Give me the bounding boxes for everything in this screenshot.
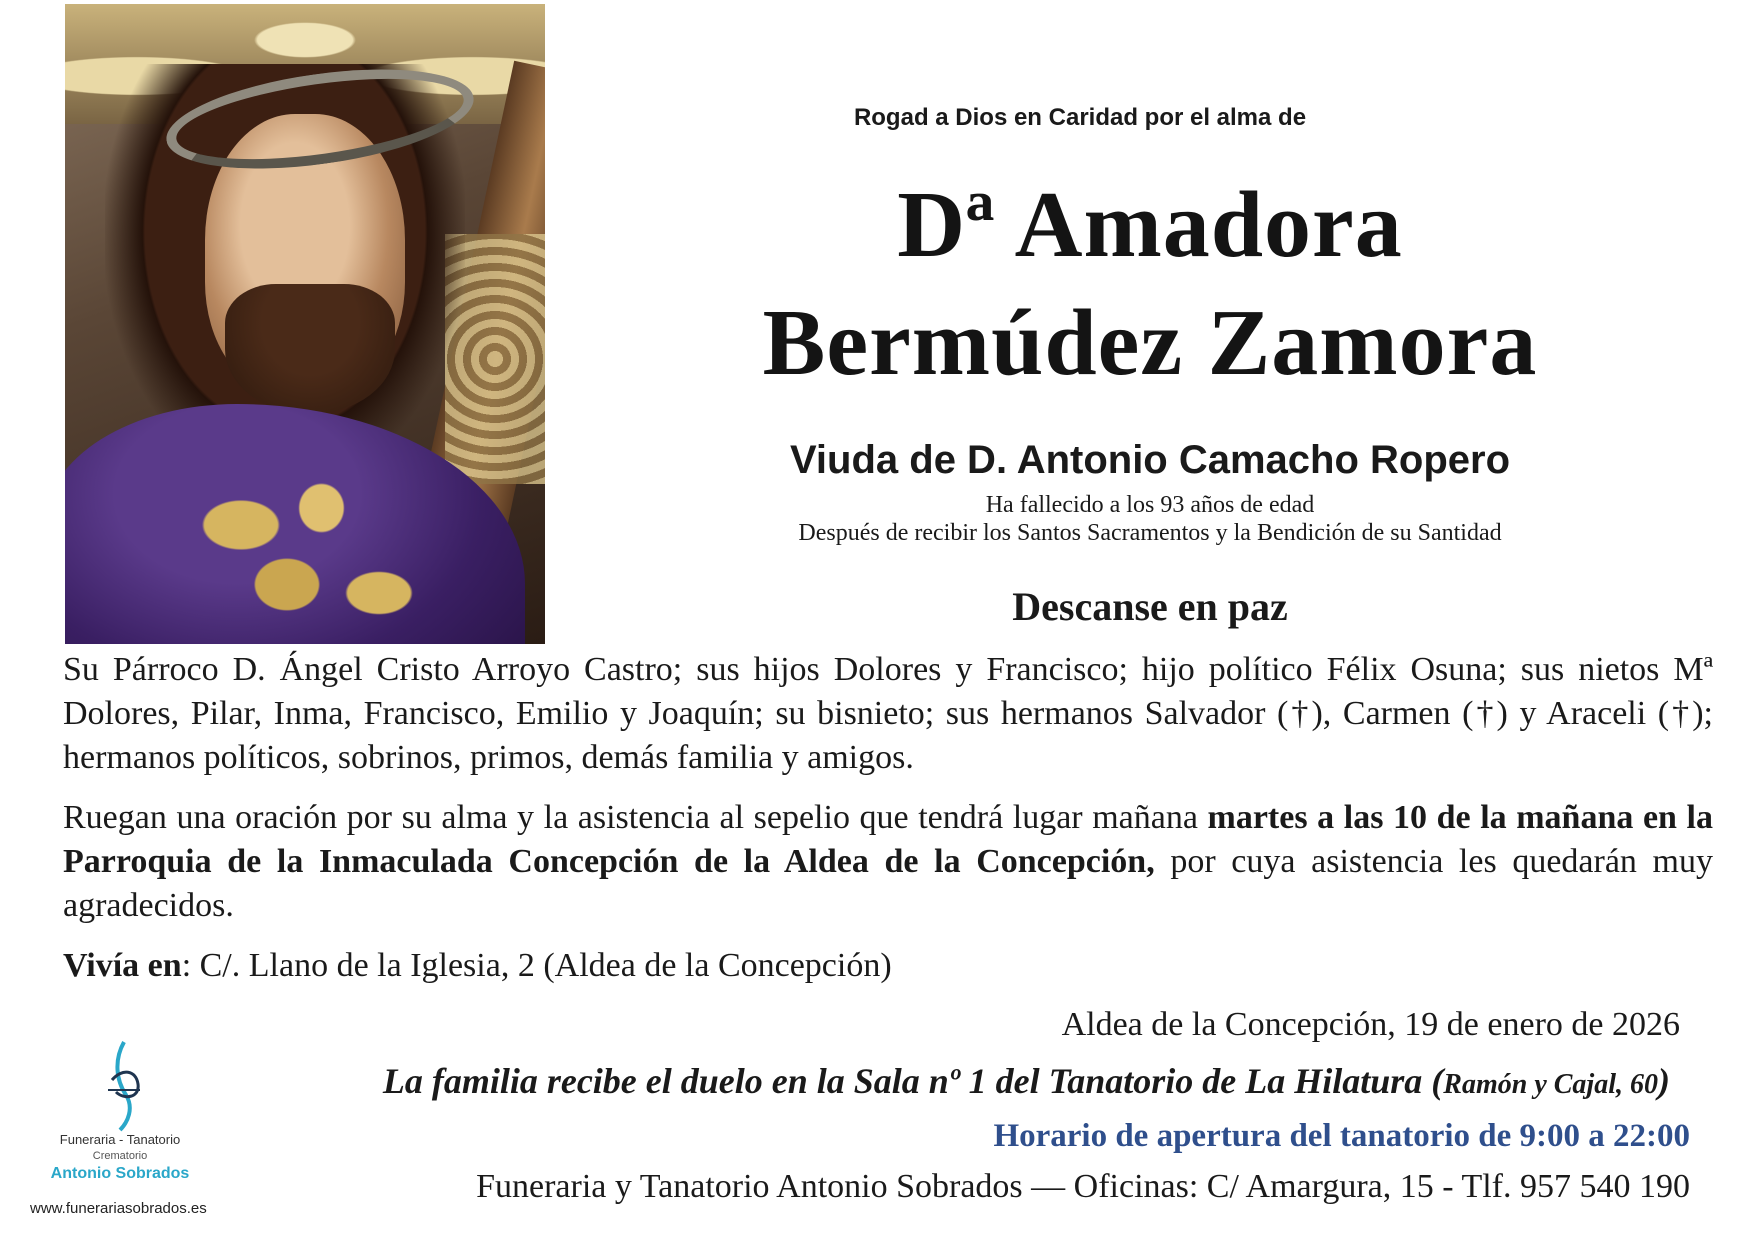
place-date: Aldea de la Concepción, 19 de enero de 2026 — [1061, 1006, 1680, 1043]
funeral-home-logo-icon — [94, 1040, 154, 1132]
condolences-close: ) — [1658, 1061, 1670, 1101]
opening-hours: Horario de apertura del tanatorio de 9:00 a 22:00 — [993, 1118, 1690, 1154]
vivia-value: : C/. Llano de la Iglesia, 2 (Aldea de la Concepción) — [181, 947, 892, 984]
sacraments-line: Después de recibir los Santos Sacramentos y la Bendición de su Santidad — [798, 520, 1502, 546]
tanatorio-address: Ramón y Cajal, 60 — [1443, 1069, 1658, 1100]
gold-embroidery — [195, 474, 425, 644]
funeral-text-end: por cuya asistencia les quedarán muy agradecidos. — [63, 843, 1713, 924]
funeral-paragraph — [63, 796, 1713, 928]
condolences-text: La familia recibe el duelo en la Sala nº 1 del Tanatorio de La Hilatura ( — [382, 1061, 1444, 1101]
address-paragraph — [63, 944, 1713, 988]
family-paragraph: Su Párroco D. Ángel Cristo Arroyo Castro; sus hijos Dolores y Francisco; hijo político Félix Osuna; sus nietos Mª Dolores, Pilar, Inma, Francisco, Emilio y Joaquín; su bisnieto; sus hermanos Salvador (†), Carmen (†) y Araceli (†); hermanos políticos, sobrinos, primos, demás familia y amigos. — [63, 651, 1713, 776]
funeral-time-place: martes a las 10 de la mañana en la Parroquia de la Inmaculada Concepción de la Aldea de la Concepción, — [63, 799, 1713, 880]
website-link[interactable]: www.funerariasobrados.es — [30, 1200, 207, 1217]
logo-line3: Antonio Sobrados — [50, 1165, 190, 1182]
funeral-text-start: Ruegan una oración por su alma y la asistencia al sepelio que tendrá lugar mañana — [63, 799, 1208, 836]
widow-line: Viuda de D. Antonio Camacho Ropero — [789, 438, 1511, 482]
deceased-name-line1: Dª Amadora — [897, 173, 1403, 277]
vivia-label: Vivía en — [63, 947, 182, 984]
condolences-line — [230, 1060, 1670, 1102]
beard — [225, 284, 395, 414]
offices-line: Funeraria y Tanatorio Antonio Sobrados — Oficinas: C/ Amargura, 15 - Tlf. 957 540 190 — [476, 1168, 1690, 1205]
rogad-line: Rogad a Dios en Caridad por el alma de — [853, 104, 1307, 131]
age-line: Ha fallecido a los 93 años de edad — [985, 492, 1315, 518]
logo-line1: Funeraria - Tanatorio — [59, 1132, 181, 1147]
logo-line2: Crematorio — [92, 1150, 148, 1162]
deceased-name-line2: Bermúdez Zamora — [762, 291, 1538, 395]
religious-image — [65, 4, 545, 644]
rest-in-peace: Descanse en paz — [1012, 584, 1288, 629]
